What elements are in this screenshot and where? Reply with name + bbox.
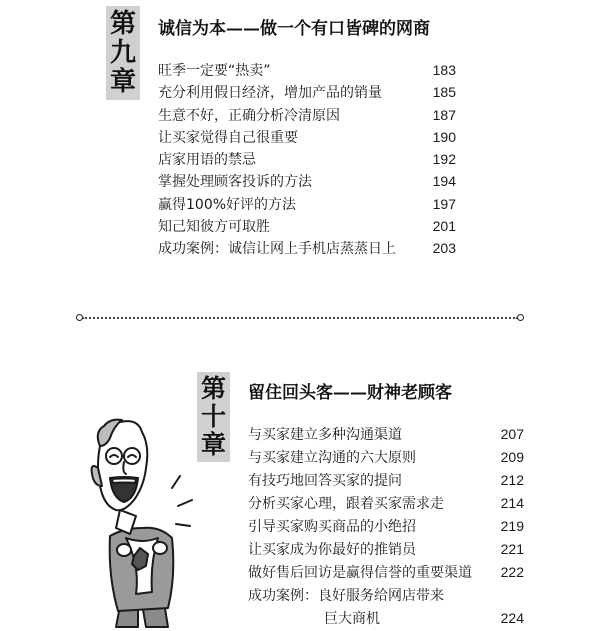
toc-entry-label: 有技巧地回答买家的提问 [248,473,402,489]
toc-entry[interactable] [248,585,524,608]
toc-entry[interactable] [158,216,456,238]
toc-entry[interactable] [158,127,456,149]
toc-entry-page: 203 [432,240,456,257]
toc-entry[interactable] [248,493,524,516]
dotted-divider-line [82,317,518,319]
toc-entry-page: 214 [500,495,524,511]
chapter-10-tab-char: 十 [200,402,226,431]
toc-entry-page: 192 [432,151,456,168]
toc-entry-page: 219 [500,518,524,534]
section-divider [76,313,524,323]
toc-entry-label: 引导买家购买商品的小绝招 [248,519,416,535]
toc-entry-page: 194 [432,173,456,190]
divider-left-circle [76,314,83,321]
toc-entry-label: 赢得100%好评的方法 [158,196,297,213]
toc-entry-page: 190 [432,128,456,145]
toc-entry[interactable] [248,470,524,493]
toc-entry-label: 旺季一定要“热卖” [158,63,271,79]
chapter-10-title: 留住回头客——财神老顾客 [248,383,452,403]
chapter-9-title: 诚信为本——做一个有口皆碑的网商 [158,19,430,39]
toc-entry-continuation[interactable] [248,608,524,631]
toc-entry[interactable] [158,238,456,260]
toc-entry-page: 197 [432,195,456,212]
chapter-10-tab-char: 第 [200,374,226,403]
divider-right-circle [517,314,524,321]
toc-entry-label: 让买家成为你最好的推销员 [248,542,416,558]
toc-entry-page: 212 [500,472,524,488]
toc-entry-label: 成功案例：诚信让网上手机店蒸蒸日上 [158,241,396,258]
toc-entry[interactable] [158,194,456,216]
toc-entry[interactable] [158,171,456,193]
toc-entry-label: 生意不好，正确分析冷清原因 [158,107,340,124]
toc-entry-label: 充分利用假日经济，增加产品的销量 [158,85,382,102]
toc-entry-label: 做好售后回访是赢得信誉的重要渠道 [248,565,472,581]
toc-entry-label: 巨大商机 [324,611,380,627]
chapter-10-tab [197,372,230,462]
toc-entry-label: 成功案例：良好服务给网店带来 [248,588,444,604]
toc-entry-page: 201 [432,218,456,235]
toc-entry[interactable] [248,539,524,562]
chapter-10-tab-char: 章 [200,430,226,459]
toc-entry-page: 187 [432,106,456,123]
toc-entry-page: 224 [500,610,524,626]
chapter-9-tab-char: 九 [109,37,136,68]
toc-entry[interactable] [158,82,456,104]
toc-entry[interactable] [158,60,456,82]
toc-entry-page: 209 [500,449,524,465]
toc-entry[interactable] [158,149,456,171]
toc-entry-label: 掌握处理顾客投诉的方法 [158,174,312,191]
chapter-9-tab [106,6,140,100]
toc-entry-label: 知己知彼方可取胜 [158,219,270,236]
chapter-9-toc-list [158,60,456,261]
toc-entry-page: 222 [500,564,524,580]
chapter-10-toc-list [248,424,524,631]
toc-entry-page: 207 [500,426,524,442]
toc-entry[interactable] [248,447,524,470]
toc-entry-label: 与买家建立沟通的六大原则 [248,450,416,466]
toc-entry-page: 183 [432,62,456,78]
toc-entry-page: 221 [500,541,524,557]
toc-entry-label: 店家用语的禁忌 [158,152,256,169]
toc-entry-label: 让买家觉得自己很重要 [158,129,298,146]
chapter-9-tab-char: 第 [109,8,136,39]
toc-entry-label: 与买家建立多种沟通渠道 [248,427,402,443]
toc-entry[interactable] [248,516,524,539]
laughing-man-illustration [80,416,200,628]
toc-entry[interactable] [158,105,456,127]
toc-entry-page: 185 [432,84,456,101]
toc-entry-label: 分析买家心理，跟着买家需求走 [248,496,444,512]
toc-entry[interactable] [248,424,524,447]
toc-entry[interactable] [248,562,524,585]
chapter-9-tab-char: 章 [109,66,136,97]
